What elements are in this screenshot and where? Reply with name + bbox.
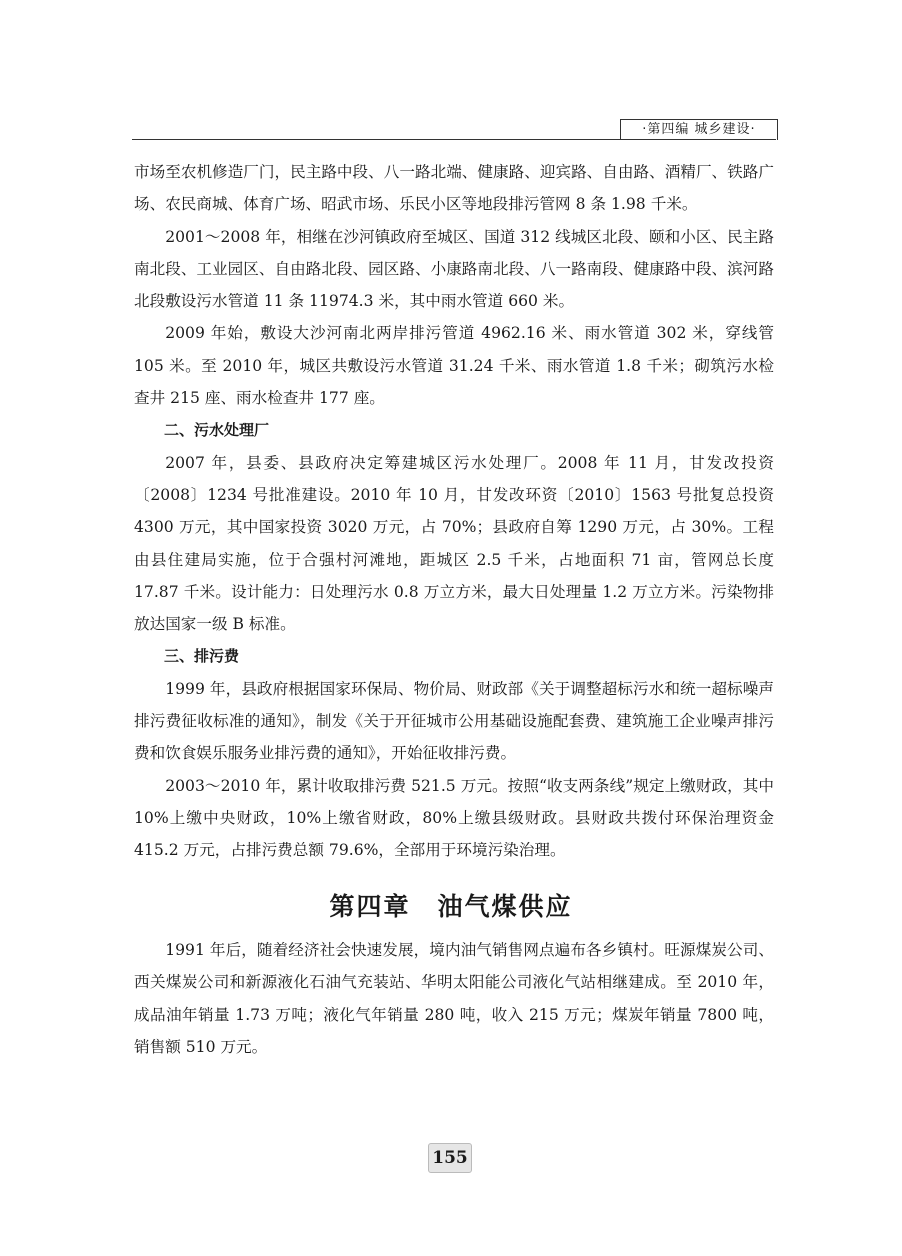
paragraph-wastewater-plant: 2007 年，县委、县政府决定筹建城区污水处理厂。2008 年 11 月，甘发改投资〔2008〕1234 号批准建设。2010 年 10 月，甘发改环资〔2010〕1563 号批复总投资 4300 万元，其中国家投资 3020 万元，占 70%；县政府自筹 1290 万元，占 30%。工程由县住建局实施，位于合强村河滩地，距城区 2.5 千米，占地面积 71 亩，管网总长度 17.87 千米。设计能力：日处理污水 0.8 万立方米，最大日处理量 1.2 万立方米。污染物排放达国家一级 B 标准。 [134,453,774,634]
header-rule [132,139,776,140]
paragraph-pipe-network: 市场至农机修造厂门，民主路中段、八一路北端、健康路、迎宾路、自由路、酒精厂、铁路广场、农民商城、体育广场、昭武市场、乐民小区等地段排污管网 8 条 1.98 千米。 [134,163,774,214]
paragraph-fee-2003-2010: 2003～2010 年，累计收取排污费 521.5 万元。按照“收支两条线”规定上缴财政，其中 10%上缴中央财政，10%上缴省财政，80%上缴县级财政。县财政共拨付环保治理资金 415.2 万元，占排污费总额 79.6%，全部用于环境污染治理。 [134,776,774,860]
section-body [134,156,774,867]
paragraph-oil-gas-coal: 1991 年后，随着经济社会快速发展，境内油气销售网点遍布各乡镇村。旺源煤炭公司、西关煤炭公司和新源液化石油气充装站、华明太阳能公司液化气站相继建成。至 2010 年，成品油年销量 1.73 万吨；液化气年销量 280 吨，收入 215 万元；煤炭年销量 7800 吨，销售额 510 万元。 [134,941,774,1056]
paragraph-fee-1999: 1999 年，县政府根据国家环保局、物价局、财政部《关于调整超标污水和统一超标噪声排污费征收标准的通知》，制发《关于开征城市公用基础设施配套费、建筑施工企业噪声排污费和饮食娱乐服务业排污费的通知》，开始征收排污费。 [134,679,774,763]
heading-sewage-fee: 三、排污费 [164,647,240,666]
running-head: ·第四编 城乡建设· [620,119,778,140]
chapter-body [134,934,774,1063]
paragraph-2001-2008: 2001～2008 年，相继在沙河镇政府至城区、国道 312 线城区北段、颐和小区、民主路南北段、工业园区、自由路北段、园区路、小康路南北段、八一路南段、健康路中段、滨河路北段敷设污水管道 11 条 11974.3 米，其中雨水管道 660 米。 [134,227,774,311]
heading-wastewater-plant: 二、污水处理厂 [164,421,270,440]
page-number: 155 [428,1143,472,1173]
chapter-title: 第四章 油气煤供应 [329,891,573,921]
paragraph-2009: 2009 年始，敷设大沙河南北两岸排污管道 4962.16 米、雨水管道 302 米，穿线管 105 米。至 2010 年，城区共敷设污水管道 31.24 千米、雨水管道 1.8 千米；砌筑污水检查井 215 座、雨水检查井 177 座。 [134,324,774,408]
